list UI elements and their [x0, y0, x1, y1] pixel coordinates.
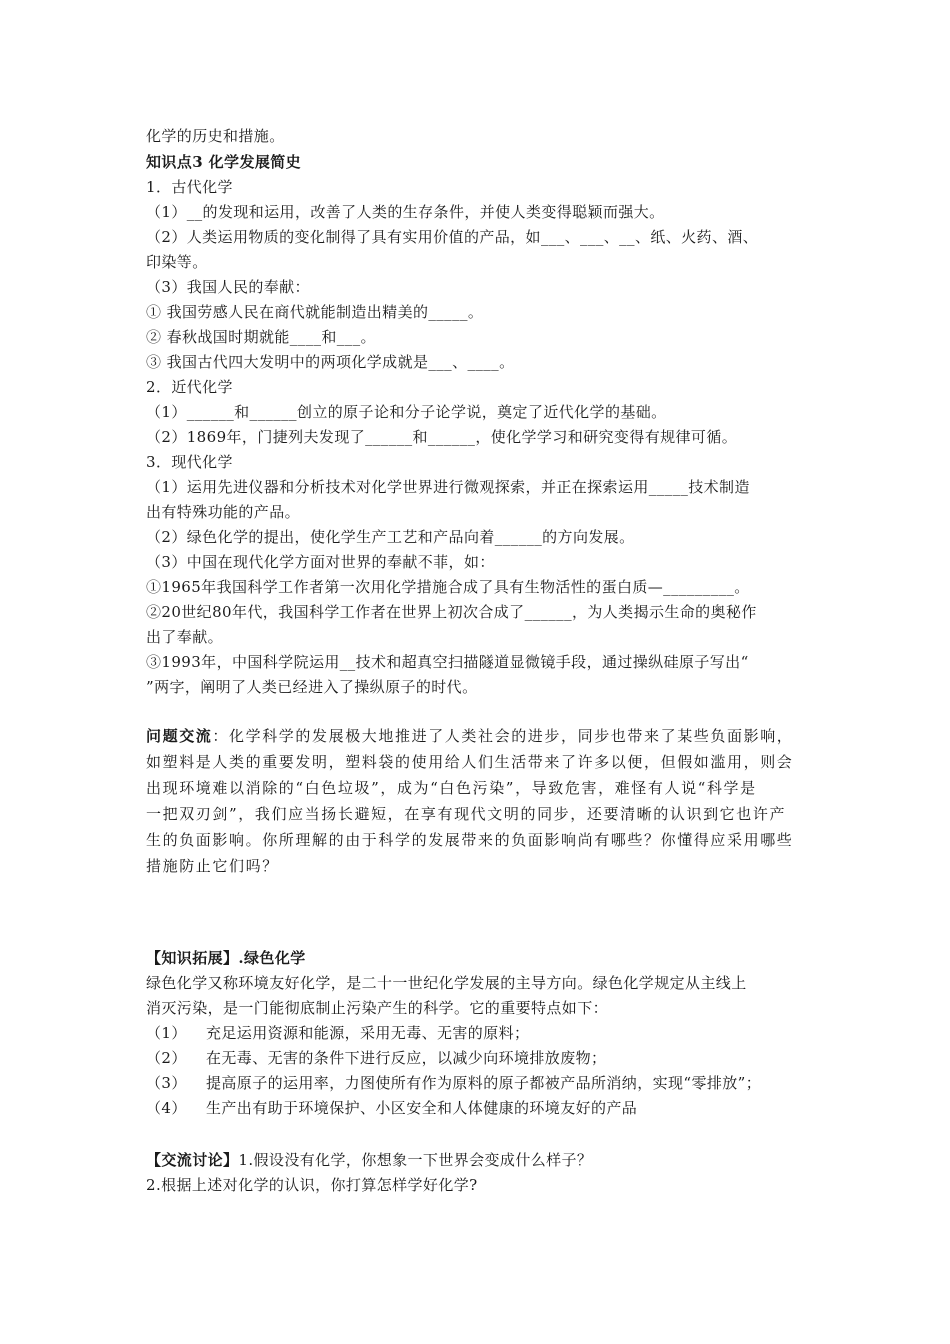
text-line: ”两字，阐明了人类已经进入了操纵原子的时代。	[146, 678, 478, 696]
list-item-number: （4）	[146, 1099, 187, 1117]
list-item	[146, 1098, 638, 1118]
list-item-text: 生产出有助于环境保护、小区安全和人体健康的环境友好的产品	[206, 1099, 638, 1117]
text-line: 出了奉献。	[146, 628, 224, 646]
text-line: ②20世纪80年代，我国科学工作者在世界上初次合成了______，为人类揭示生命的奥秘作	[146, 603, 757, 621]
text-line: （1）______和______创立的原子论和分子论学说，奠定了近代化学的基础。	[146, 403, 667, 421]
text-line: 出有特殊功能的产品。	[146, 503, 301, 521]
list-item-text: 充足运用资源和能源，采用无毒、无害的原料；	[206, 1024, 530, 1042]
text-line: 出现环境难以消除的“白色垃圾”，成为“白色污染”，导致危害，难怪有人说“科学是	[146, 779, 757, 797]
subheading: 2．近代化学	[146, 378, 233, 396]
text-line: （1）运用先进仪器和分析技术对化学世界进行微观探索，并正在探索运用_____技术制造	[146, 478, 750, 496]
knowledge-extension-heading: 【知识拓展】.绿色化学	[146, 949, 306, 967]
text-line: （3）我国人民的奉献：	[146, 278, 310, 296]
list-item	[146, 1048, 607, 1068]
text-line: （2）人类运用物质的变化制得了具有实用价值的产品，如___、___、__、纸、火药、酒、	[146, 228, 759, 246]
exchange-discussion-line	[146, 1150, 592, 1170]
list-item-number: （3）	[146, 1074, 187, 1092]
discussion-title: 问题交流	[146, 727, 213, 745]
list-item-text: 提高原子的运用率，力图使所有作为原料的原子都被产品所消纳，实现“零排放”；	[206, 1074, 762, 1092]
subheading: 3．现代化学	[146, 453, 233, 471]
list-item	[146, 1073, 762, 1093]
section-heading: 知识点3 化学发展简史	[146, 153, 302, 171]
text-line: ③1993年，中国科学院运用__技术和超真空扫描隧道显微镜手段，通过操纵硅原子写出“	[146, 653, 749, 671]
text-line: 生的负面影响。你所理解的由于科学的发展带来的负面影响尚有哪些？你懂得应采用哪些	[146, 831, 794, 849]
text-line: 如塑料是人类的重要发明，塑料袋的使用给人们生活带来了许多以便，但假如滥用，则会	[146, 753, 794, 771]
text-line: （2）1869年，门捷列夫发现了______和______，使化学学习和研究变得有规律可循。	[146, 428, 738, 446]
text-line: （3）中国在现代化学方面对世界的奉献不菲，如：	[146, 553, 495, 571]
subheading: 1．古代化学	[146, 178, 233, 196]
text-line: （1）__的发现和运用，改善了人类的生存条件，并使人类变得聪颖而强大。	[146, 203, 665, 221]
list-item-text: 在无毒、无害的条件下进行反应，以减少向环境排放废物；	[206, 1049, 607, 1067]
text-line: 化学的历史和措施。	[146, 127, 285, 145]
list-item-number: （2）	[146, 1049, 187, 1067]
text-line: 消灭污染，是一门能彻底制止污染产生的科学。它的重要特点如下：	[146, 999, 609, 1017]
list-item	[146, 1023, 530, 1043]
list-item-number: （1）	[146, 1024, 187, 1042]
text-line: ① 我国劳感人民在商代就能制造出精美的_____。	[146, 303, 484, 321]
text-line: 2.根据上述对化学的认识，你打算怎样学好化学?	[146, 1176, 478, 1194]
text-line: （2）绿色化学的提出，使化学生产工艺和产品向着______的方向发展。	[146, 528, 635, 546]
discussion-text: ：化学科学的发展极大地推进了人类社会的进步，同步也带来了某些负面影响，	[212, 727, 794, 745]
text-line: 一把双刃剑”，我们应当扬长避短，在享有现代文明的同步，还要清晰的认识到它也许产	[146, 805, 787, 823]
exchange-discussion-title: 【交流讨论】	[146, 1151, 239, 1169]
exchange-discussion-text: 1.假设没有化学，你想象一下世界会变成什么样子？	[238, 1151, 593, 1169]
text-line: ② 春秋战国时期就能____和___。	[146, 328, 376, 346]
text-line: 印染等。	[146, 253, 208, 271]
text-line: ③ 我国古代四大发明中的两项化学成就是___、____。	[146, 353, 515, 371]
text-line: 绿色化学又称环境友好化学，是二十一世纪化学发展的主导方向。绿色化学规定从主线上	[146, 974, 747, 992]
text-line: 措施防止它们吗？	[146, 857, 279, 875]
text-line: ①1965年我国科学工作者第一次用化学措施合成了具有生物活性的蛋白质—_________。	[146, 578, 750, 596]
discussion-paragraph-line	[146, 726, 793, 746]
